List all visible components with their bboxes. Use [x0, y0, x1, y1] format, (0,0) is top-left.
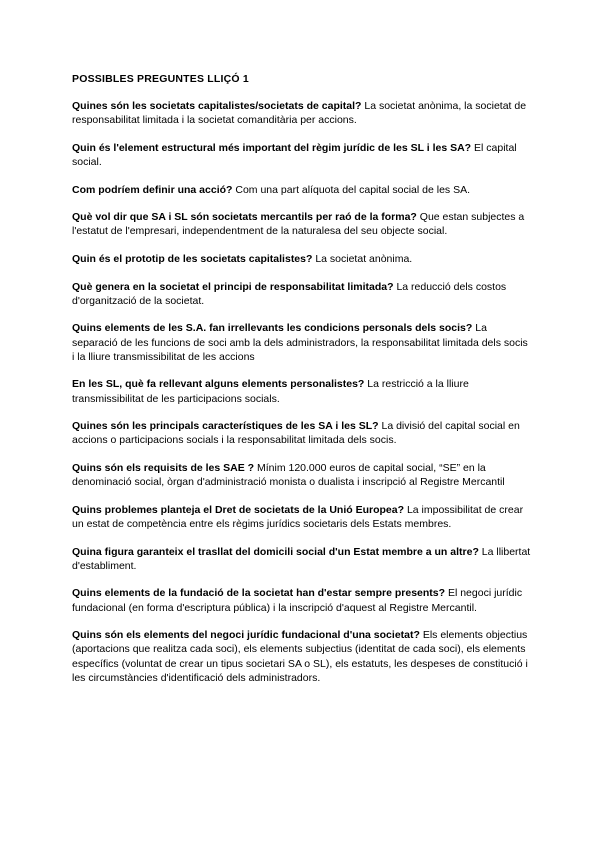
qa-item-12: [72, 545, 532, 573]
question-text: Què vol dir que SA i SL són societats mercantils per raó de la forma?: [72, 211, 417, 224]
qa-item-5: [72, 252, 532, 266]
answer-text: Els elements objectius (aportacions que realitza cada soci), els elements subjectius (identitat de cada soci), els elements específics (voluntat de crear un tipus societari SA o SL), els estatuts, les despeses de constitució i les circumstàncies d'identificació dels administradors.: [72, 629, 528, 684]
qa-item-11: [72, 503, 532, 531]
question-text: Quins són els requisits de les SAE ?: [72, 461, 255, 474]
question-text: Quines són les principals característiques de les SA i les SL?: [72, 420, 379, 433]
answer-text: El negoci jurídic fundacional (en forma d'escriptura pública) i la inscripció d'aquest al Registre Mercantil.: [72, 587, 523, 614]
question-text: Quins elements de la fundació de la societat han d'estar sempre presents?: [72, 587, 446, 600]
qa-item-3: [72, 183, 532, 197]
question-text: Quin és el prototip de les societats capitalistes?: [72, 252, 313, 265]
question-text: Quines són les societats capitalistes/societats de capital?: [72, 100, 362, 112]
qa-item-1: [72, 99, 532, 127]
question-text: Quins són els elements del negoci jurídic fundacional d'una societat?: [72, 629, 420, 642]
answer-text: Que estan subjectes a l'estatut de l'empresari, independentment de la naturalesa del seu objecte social.: [72, 211, 525, 238]
question-text: Quin és l'element estructural més important del règim jurídic de les SL i les SA?: [72, 141, 472, 154]
question-text: En les SL, què fa rellevant alguns elements personalistes?: [72, 378, 365, 391]
qa-item-8: [72, 377, 532, 405]
document-title: POSSIBLES PREGUNTES LLIÇÓ 1: [72, 73, 249, 85]
qa-item-4: [72, 210, 532, 238]
answer-text: La separació de les funcions de soci amb la dels administradors, la responsabilitat limitada dels socis i la lliure transmissibilitat de les accions: [72, 322, 528, 363]
answer-text: La restricció a la lliure transmissibilitat de les participacions socials.: [72, 378, 469, 405]
answer-text: La reducció dels costos d'organització de la societat.: [72, 280, 507, 307]
qa-item-7: [72, 321, 532, 364]
answer-text: La divisió del capital social en accions o participacions socials i la responsabilitat limitada dels socis.: [72, 420, 520, 447]
question-text: Quins problemes planteja el Dret de societats de la Unió Europea?: [72, 503, 405, 516]
qa-item-2: [72, 141, 532, 169]
answer-text: El capital social.: [72, 141, 517, 168]
question-text: Què genera en la societat el principi de responsabilitat limitada?: [72, 280, 394, 293]
qa-item-14: [72, 628, 532, 685]
qa-item-13: [72, 586, 532, 614]
qa-item-6: [72, 280, 532, 308]
qa-item-10: [72, 461, 532, 489]
answer-text: Com una part alíquota del capital social de les SA.: [235, 183, 471, 196]
answer-text: La impossibilitat de crear un estat de competència entre els règims jurídics societaris dels Estats membres.: [72, 503, 524, 530]
qa-item-9: [72, 419, 532, 447]
question-text: Quins elements de les S.A. fan irrellevants les condicions personals dels socis?: [72, 322, 473, 335]
answer-text: La societat anònima, la societat de responsabilitat limitada i la societat comanditària per accions.: [72, 100, 527, 127]
document-page: [72, 72, 532, 698]
answer-text: La societat anònima.: [315, 252, 413, 265]
answer-text: La llibertat d'establiment.: [72, 545, 531, 572]
question-text: Quina figura garanteix el trasllat del domicili social d'un Estat membre a un altre?: [72, 545, 479, 558]
answer-text: Mínim 120.000 euros de capital social, “SE” en la denominació social, òrgan d'administració monista o dualista i inscripció al Registre Mercantil: [72, 461, 505, 489]
question-text: Com podríem definir una acció?: [72, 183, 233, 196]
